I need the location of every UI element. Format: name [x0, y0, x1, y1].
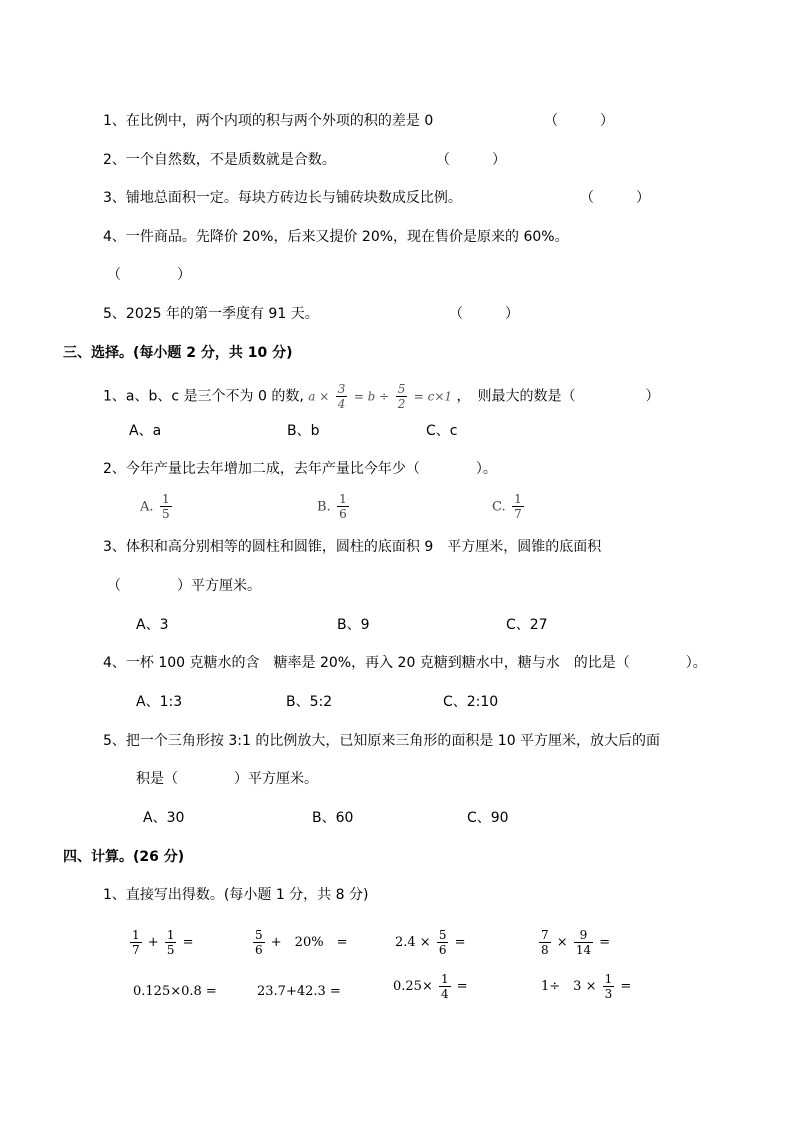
calc-item-2: $\frac{5}{6}$ + 20% = [255, 928, 348, 957]
judge-item-2 [103, 150, 336, 170]
fraction: $\frac{5}{2}$ [397, 382, 406, 411]
fraction: $\frac{3}{4}$ [337, 382, 346, 411]
option-c[interactable]: C. $\frac{1}{7}$ [492, 492, 522, 521]
option-a[interactable]: A、30 [143, 810, 185, 826]
option-b[interactable]: B、60 [312, 810, 354, 826]
judge-text: 4、一件商品。先降价 20%，后来又提价 20%，现在售价是原来的 60%。 [103, 229, 569, 245]
option-c[interactable]: C、27 [506, 617, 548, 633]
answer-paren[interactable]: （ ） [107, 267, 191, 283]
calc-item-8: 1÷ 3 × $\frac{1}{3}$ = [541, 972, 632, 1001]
calc-item-6: 23.7+42.3 = [257, 984, 341, 999]
calc-item-7: 0.25× $\frac{1}{4}$ = [393, 972, 468, 1001]
option-a[interactable]: A. $\frac{1}{5}$ [140, 492, 170, 521]
option-a[interactable]: A、3 [136, 617, 169, 633]
choice-q5-line2: 积是（ ）平方厘米。 [136, 771, 318, 787]
choice-q1 [103, 383, 660, 410]
option-a[interactable]: A、a [129, 423, 162, 439]
option-b[interactable]: B、b [287, 423, 320, 439]
q1-eq-a: a × [308, 389, 330, 404]
judge-item-4 [103, 227, 569, 247]
judge-text: 5、2025 年的第一季度有 91 天。 [103, 306, 319, 322]
choice-q2: 2、今年产量比去年增加二成，去年产量比今年少（ ）。 [103, 461, 497, 477]
choice-q3-line2: （ ）平方厘米。 [107, 578, 261, 594]
calc-subtitle: 1、直接写出得数。(每小题 1 分，共 8 分) [103, 887, 369, 903]
option-b[interactable]: B、5:2 [286, 694, 333, 710]
option-c[interactable]: C、c [426, 423, 458, 439]
answer-paren[interactable]: （ ） [436, 152, 506, 168]
calc-item-3: 2.4 × $\frac{5}{6}$ = [395, 928, 466, 957]
choice-q5-line1: 5、把一个三角形按 3:1 的比例放大，已知原来三角形的面积是 10 平方厘米，放大后的面 [103, 733, 661, 749]
judge-text: 3、铺地总面积一定。每块方砖边长与铺砖块数成反比例。 [103, 190, 462, 206]
q1-eq-c: = c×1 [413, 389, 453, 404]
calc-item-5: 0.125×0.8 = [133, 984, 217, 999]
section-title-choice: 三、选择。(每小题 2 分，共 10 分) [63, 345, 293, 361]
answer-paren[interactable]: （ ） [580, 190, 650, 206]
option-c[interactable]: C、90 [467, 810, 509, 826]
judge-item-5 [103, 304, 319, 324]
option-c[interactable]: C、2:10 [443, 694, 499, 710]
q1-tail: ， 则最大的数是（ ） [456, 388, 660, 405]
answer-paren[interactable]: （ ） [449, 306, 519, 322]
answer-paren[interactable]: （ ） [544, 113, 614, 129]
judge-text: 2、一个自然数，不是质数就是合数。 [103, 152, 336, 168]
judge-text: 1、在比例中，两个内项的积与两个外项的积的差是 0 [103, 113, 434, 129]
option-b[interactable]: B、9 [337, 617, 370, 633]
judge-item-1 [103, 111, 433, 131]
judge-item-3 [103, 188, 462, 208]
option-b[interactable]: B. $\frac{1}{6}$ [317, 492, 347, 521]
calc-item-1: $\frac{1}{7}$ + $\frac{1}{5}$ = [132, 928, 194, 957]
choice-q4: 4、一杯 100 克糖水的含 糖率是 20%，再入 20 克糖到糖水中，糖与水 的比是（ ）。 [103, 655, 707, 671]
calc-item-4: $\frac{7}{8}$ × $\frac{9}{14}$ = [541, 928, 611, 957]
q1-stem: 1、a、b、c 是三个不为 0 的数, [103, 388, 304, 405]
section-title-calc: 四、计算。(26 分) [63, 849, 185, 865]
option-a[interactable]: A、1:3 [136, 694, 183, 710]
choice-q3-line1: 3、体积和高分别相等的圆柱和圆锥，圆柱的底面积 9 平方厘米，圆锥的底面积 [103, 539, 602, 555]
q1-eq-b: = b ÷ [353, 389, 390, 404]
